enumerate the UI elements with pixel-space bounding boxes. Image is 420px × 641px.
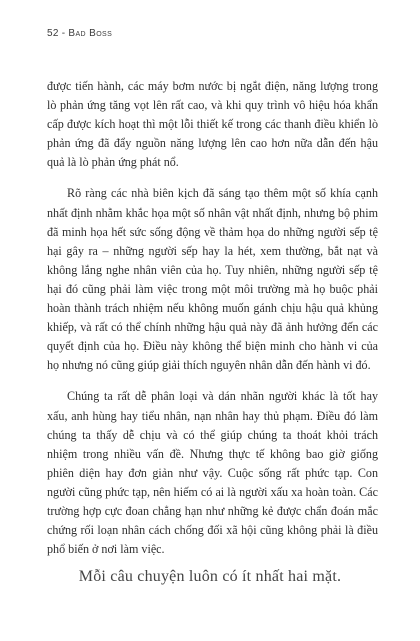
- body-text: [47, 77, 378, 559]
- page-number: 52: [47, 28, 59, 39]
- paragraph-screenwriters: Rõ ràng các nhà biên kịch đã sáng tạo thêm một số khía cạnh nhất định nhằm khắc họa một số nhân vật nhất định, nhưng bộ phim đã minh họa hết sức sống động về thảm họa do những người sếp tệ hại gây ra – những người sếp hay la hét, xem thường, bắt nạt và không lắng nghe nhân viên của họ. Tuy nhiên, những người sếp tệ hại đó cũng phải làm việc trong một môi trường mà họ buộc phải hoàn thành trách nhiệm nếu không muốn gánh chịu hậu quả khủng khiếp, và rất có thể chính những hậu quả này đã ảnh hưởng đến các quyết định của họ. Điều này không thể biện minh cho hành vi của họ nhưng nó cũng giúp giải thích nguyên nhân dẫn đến hành vi đó.: [47, 186, 378, 373]
- header-separator: -: [61, 28, 66, 39]
- running-header: [47, 28, 112, 39]
- paragraph-continued: được tiến hành, các máy bơm nước bị ngắt điện, năng lượng trong lò phản ứng tăng vọt lên rất cao, và khi quy trình vô hiệu hóa khẩn cấp được kích hoạt thì một lỗi thiết kế trong các thanh điều khiển lò phản ứng đã đẩy nguồn năng lượng lên cao hơn nữa dẫn đến hậu quả là lò phản ứng phát nổ.: [47, 79, 378, 170]
- book-title: Bad Boss: [68, 28, 113, 39]
- pull-quote: Mỗi câu chuyện luôn có ít nhất hai mặt.: [78, 568, 342, 585]
- paragraph-labeling: Chúng ta rất dễ phân loại và dán nhãn người khác là tốt hay xấu, anh hùng hay tiểu nhân, nạn nhân hay thủ phạm. Điều đó làm chúng ta thấy dễ chịu và có thể giúp chúng ta thoát khỏi trách nhiệm trong nhiều vấn đề. Nhưng thực tế không bao giờ giống phiên diện hay đơn giản như vậy. Cuộc sống rất phức tạp. Con người cũng phức tạp, nên hiếm có ai là người xấu xa hoàn toàn. Các trường hợp cực đoan chẳng hạn như những kẻ được chẩn đoán mắc chứng rối loạn nhân cách chống đối xã hội cũng không phải là điều phổ biến ở nơi làm việc.: [47, 389, 378, 557]
